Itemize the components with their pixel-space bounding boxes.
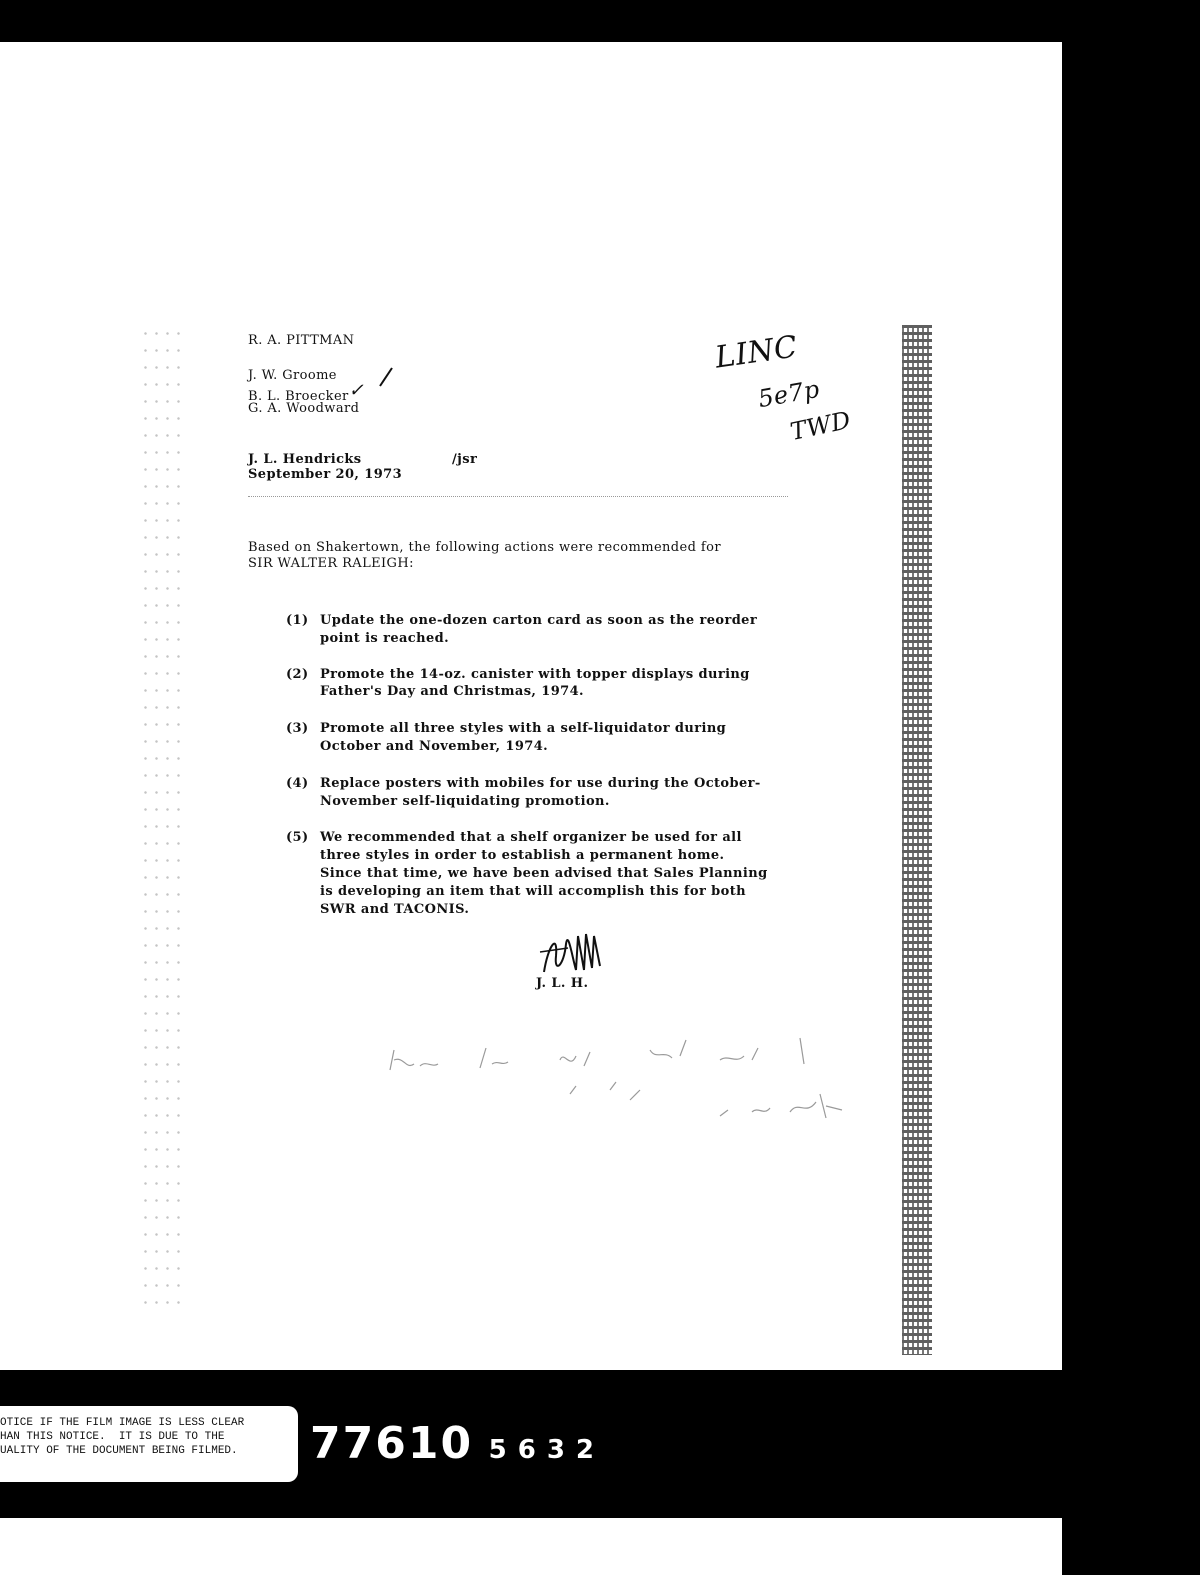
check-mark-icon: ✓ (348, 380, 365, 401)
item-5-line-1: We recommended that a shelf organizer be used for all (320, 830, 742, 845)
scan-edge-noise (902, 325, 932, 1355)
item-4-number: (4) (286, 776, 309, 791)
item-4-line-1: Replace posters with mobiles for use during the October- (320, 776, 761, 791)
film-border-right (1062, 0, 1200, 1575)
film-number-small: 5632 (488, 1435, 606, 1465)
handwritten-note-line3: TWD (787, 405, 854, 447)
film-notice-box (0, 1406, 298, 1482)
memo-cc-3: G. A. Woodward (248, 401, 360, 416)
item-2-number: (2) (286, 667, 309, 682)
header-separator (248, 496, 788, 497)
intro-line-2: SIR WALTER RALEIGH: (248, 556, 414, 571)
check-mark-groome (378, 366, 398, 390)
item-3-line-1: Promote all three styles with a self-liquidator during (320, 721, 727, 736)
item-2-line-1: Promote the 14-oz. canister with topper displays during (320, 667, 750, 682)
item-1-line-1: Update the one-dozen carton card as soon as the reorder (320, 613, 758, 628)
film-border-top (0, 0, 1200, 42)
handwritten-note-line2: 5e7p (756, 374, 822, 414)
film-number-large: 77610 (310, 1418, 474, 1469)
memo-to: R. A. PITTMAN (248, 333, 355, 348)
memo-cc-1: J. W. Groome (248, 368, 337, 383)
memo-date: September 20, 1973 (248, 467, 403, 482)
memo-from: J. L. Hendricks (248, 452, 362, 467)
memo-typist: /jsr (452, 452, 478, 467)
item-3-line-2: October and November, 1974. (320, 739, 549, 754)
item-3-number: (3) (286, 721, 309, 736)
film-notice-line-2: HAN THIS NOTICE. IT IS DUE TO THE (0, 1431, 225, 1443)
item-5-line-2: three styles in order to establish a permanent home. (320, 848, 725, 863)
handwritten-note-line1: LINC (712, 329, 800, 376)
signature-scribble (538, 926, 608, 980)
scan-left-speckle (140, 325, 188, 1305)
film-bottom-strip (0, 1518, 1062, 1575)
item-4-line-2: November self-liquidating promotion. (320, 794, 610, 809)
item-1-line-2: point is reached. (320, 631, 450, 646)
intro-line-1: Based on Shakertown, the following actions were recommended for (248, 540, 721, 555)
item-5-number: (5) (286, 830, 309, 845)
memo-cc-2: B. L. Broecker✓ (248, 380, 365, 404)
item-1-number: (1) (286, 613, 309, 628)
item-5-line-4: is developing an item that will accomplish this for both (320, 884, 746, 899)
item-2-line-2: Father's Day and Christmas, 1974. (320, 684, 584, 699)
film-notice-line-1: OTICE IF THE FILM IMAGE IS LESS CLEAR (0, 1417, 245, 1429)
signature-initials: J. L. H. (536, 976, 589, 991)
item-5-line-5: SWR and TACONIS. (320, 902, 470, 917)
film-notice-line-3: UALITY OF THE DOCUMENT BEING FILMED. (0, 1445, 238, 1457)
film-frame-number (310, 1418, 605, 1469)
item-5-line-3: Since that time, we have been advised that Sales Planning (320, 866, 768, 881)
faint-handwritten-note (380, 1020, 880, 1130)
